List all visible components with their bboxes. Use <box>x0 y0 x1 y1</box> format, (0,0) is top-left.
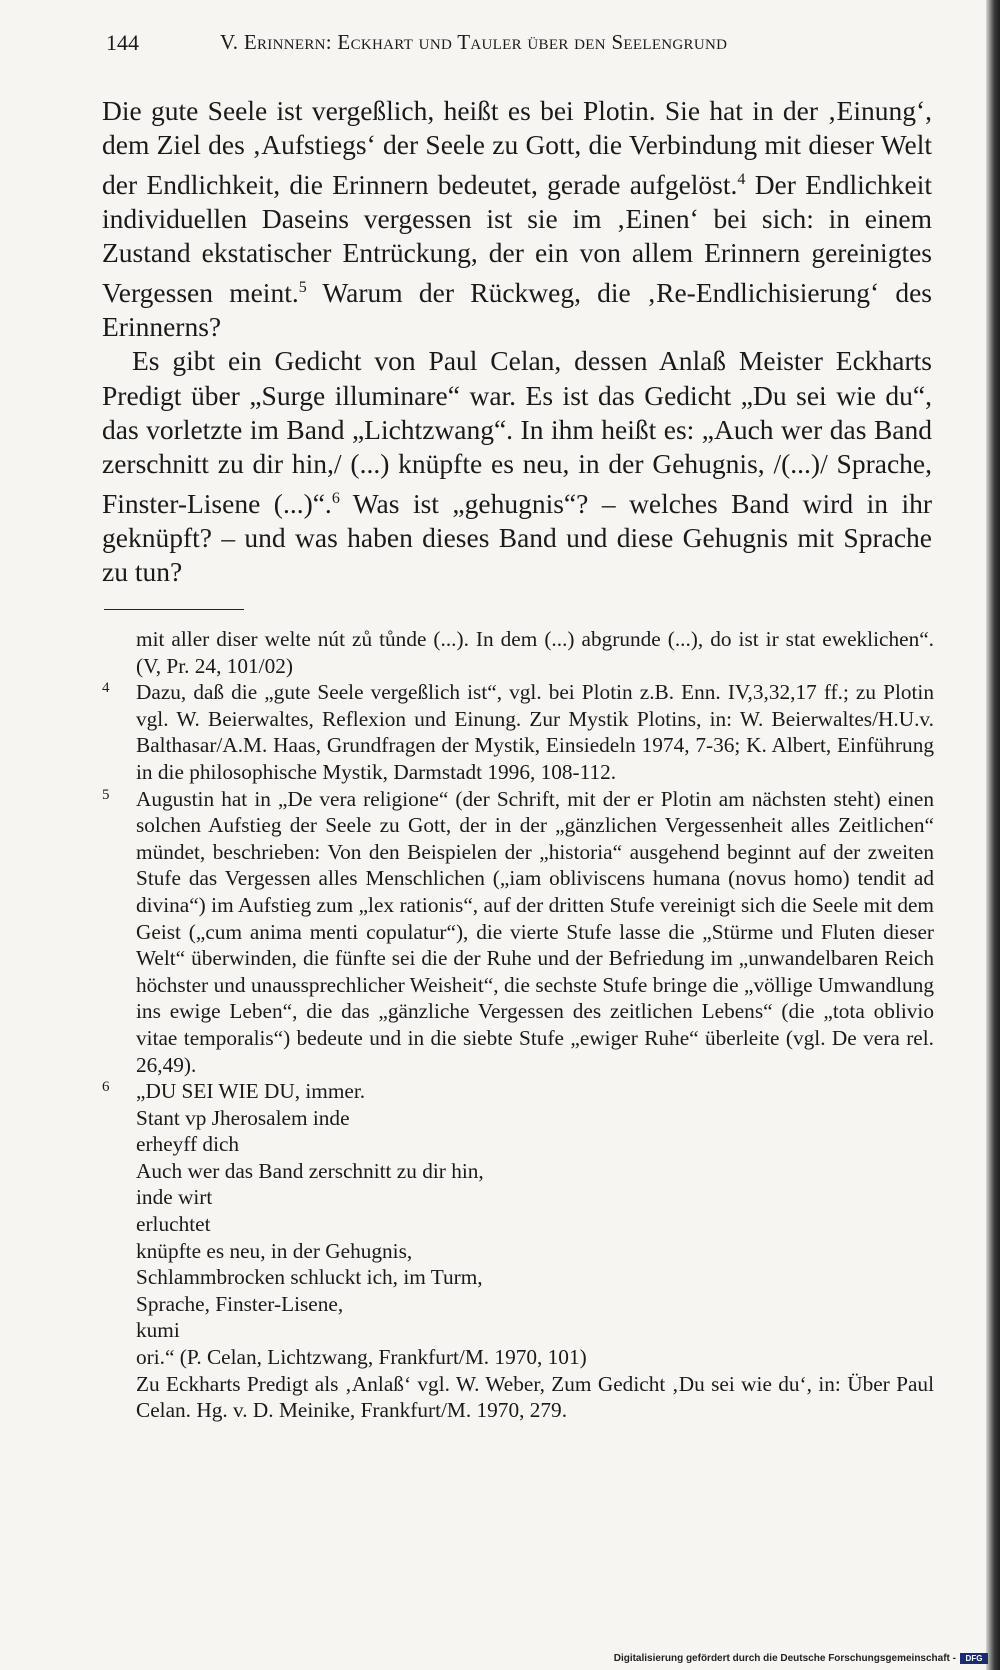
paragraph-2-text: Es gibt ein Gedicht von Paul Celan, dessen Anlaß Meister Eckharts Predigt über „Surge illuminare“ war. Es ist das Gedicht „Du sei wie du“, das vorletzte im Band „Lichtzwang“. In ihm heißt es: „Auch wer das Band zerschnitt zu dir hin,/ (...) knüpfte es neu, in der Gehugnis, /(...)/ Sprache, Finster-Lisene (...)“. <box>102 345 932 519</box>
book-spine-shadow <box>986 0 1000 1670</box>
poem-line: Stant vp Jherosalem inde <box>136 1105 350 1130</box>
dfg-logo-icon: DFG <box>960 1653 988 1664</box>
poem-line: Sprache, Finster-Lisene, <box>136 1291 344 1316</box>
paragraph-1 <box>102 94 932 344</box>
footnote-separator <box>104 609 244 610</box>
poem-line: erheyff dich <box>136 1132 240 1157</box>
footnote-number: 6 <box>102 1079 110 1096</box>
poem-line: inde wirt <box>136 1185 213 1210</box>
footnote-4 <box>102 679 934 785</box>
poem-line: ori.“ (P. Celan, Lichtzwang, Frankfurt/M. 1970, 101) <box>136 1345 587 1370</box>
page-number: 144 <box>106 30 139 55</box>
poem-line: knüpfte es neu, in der Gehugnis, <box>136 1238 413 1263</box>
footnote-ref-6: 6 <box>331 489 340 507</box>
paragraph-2 <box>102 344 932 589</box>
footnote-ref-4: 4 <box>737 170 746 188</box>
footnote-continuation <box>102 626 934 679</box>
poem-line: Auch wer das Band zerschnitt zu dir hin, <box>136 1158 484 1183</box>
footnote-number: 4 <box>102 680 110 697</box>
footnote-5 <box>102 786 934 1079</box>
poem-line: erluchtet <box>136 1212 211 1237</box>
paragraph-1-text: Die gute Seele ist vergeßlich, heißt es bei Plotin. Sie hat in der ‚Einung‘, dem Ziel des ‚Aufstiegs‘ der Seele zu Gott, die Verbindung mit dieser Welt der Endlichkeit, die Erinnern bedeutet, gerade aufgelöst. <box>102 95 932 200</box>
paragraph-1-text-b: Der Endlichkeit individuellen Daseins vergessen ist sie im ‚Einen‘ bei sich: in einem Zustand ekstatischer Entrückung, der ein von allem Erinnern gereinigtes Vergessen meint. <box>102 168 932 308</box>
footnote-closing: Zu Eckharts Predigt als ‚Anlaß‘ vgl. W. Weber, Zum Gedicht ‚Du sei wie du‘, in: Über Paul Celan. Hg. v. D. Meinike, Frankfurt/M. 1970, 279. <box>136 1371 934 1423</box>
digitization-credit <box>614 1653 988 1664</box>
poem-line: „DU SEI WIE DU, immer. <box>136 1079 366 1104</box>
footnote-number: 5 <box>102 786 110 803</box>
footnote-text: Augustin hat in „De vera religione“ (der Schrift, mit der er Plotin am nächsten steht) einen solchen Aufstieg der Seele zu Gott, der in der „gänzlichen Vergessenheit alles Zeitlichen“ mündet, beschrieben: Von den Beispielen der „historia“ ausgehend beginnt auf der zweiten Stufe das Vergessen alles Menschlichen („iam obliviscens humana (novus homo) tendit ad divina“) im Aufstieg zum „lex rationis“, auf der dritten Stufe vereinigt sich die Seele mit dem Geist („cum anima menti copulatur“), die vierte Stufe lasse die „Stürme und Fluten dieser Welt“ überwinden, die fünfte sei die der Ruhe und der Befriedung im „unwandelbaren Reich höchster und unaussprechlicher Weisheit“, die sechste Stufe bringe die „völlige Umwandlung ins ewige Leben“, die das „gänzliche Vergessen des zeitlichen Lebens“ (die „tota oblivio vitae temporalis“) bedeute und in die siebte Stufe „ewiger Ruhe“ überleite (vgl. De vera rel. 26,49). <box>136 786 934 1077</box>
credit-text: Digitalisierung gefördert durch die Deutsche Forschungsgemeinschaft - <box>613 1653 956 1664</box>
footnote-text: Dazu, daß die „gute Seele vergeßlich ist“, vgl. bei Plotin z.B. Enn. IV,3,32,17 ff.; zu Plotin vgl. W. Beierwaltes, Reflexion und Einung. Zur Mystik Plotins, in: W. Beierwaltes/H.U.v. Balthasar/A.M. Haas, Grundfragen der Mystik, Einsiedeln 1974, 7-36; K. Albert, Einführung in die philosophische Mystik, Darmstadt 1996, 108-112. <box>136 680 934 784</box>
footnote-ref-5: 5 <box>298 278 307 296</box>
page-header <box>106 30 926 58</box>
footnote-continuation-text: mit aller diser welte nút zů tůnde (...). In dem (...) abgrunde (...), do ist ir stat eweklichen“. (V, Pr. 24, 101/02) <box>136 627 934 678</box>
footnote-6 <box>102 1078 934 1424</box>
poem-line: Schlammbrocken schluckt ich, im Turm, <box>136 1265 483 1290</box>
footnotes <box>102 626 934 1424</box>
poem-line: kumi <box>136 1318 180 1343</box>
paragraph-1-text-c: Warum der Rückweg, die ‚Re-Endlichisierung‘ des Erinnerns? <box>102 276 932 343</box>
main-text <box>102 94 932 590</box>
running-head: V. Erinnern: Eckhart und Tauler über den Seelengrund <box>220 30 728 54</box>
paragraph-2-text-b: Was ist „gehugnis“? – welches Band wird in ihr geknüpft? – und was haben dieses Band und diese Gehugnis mit Sprache zu tun? <box>102 487 932 588</box>
